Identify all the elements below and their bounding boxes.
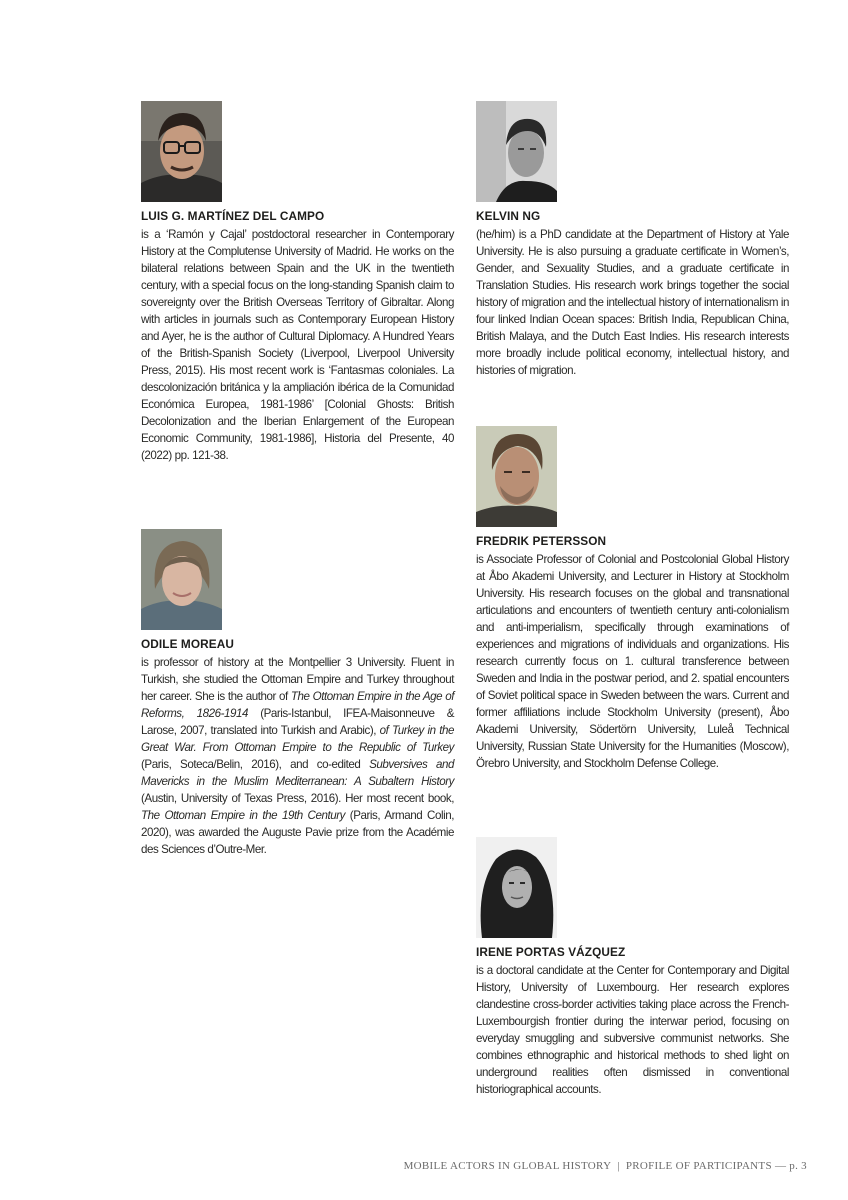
participant-name: FREDRIK PETERSSON [476, 534, 607, 548]
portrait-man-stubble-icon [476, 426, 557, 527]
bio-text: (he/him) is a PhD candidate at the Department of History at Yale University. He is also pursuing a graduate certificate in Women’s, Gender, and Sexuality Studies, and a graduate certificate in Translation Studies. His research work brings together the social history of migration and the intellectual history of internationalism in four linked Indian Ocean spaces: British India, Republican China, British Malaya, and the Dutch East Indies. His research interests more broadly include political economy, intellectual history, and histories of migration. [476, 228, 789, 377]
bio-italic-title: of Turkey in the Great War. From Ottoman Empire to the Republic of Turkey [141, 724, 454, 754]
participant-bio [476, 551, 789, 772]
bio-italic-title: The Ottoman Empire in the 19th Century [141, 809, 345, 822]
bio-text: (Paris, Armand Colin, 2020), was awarded the Auguste Pavie prize from the Académie des Sciences d’Outre-Mer. [141, 809, 454, 856]
portrait-man-glasses-icon [141, 101, 222, 202]
participant-name: IRENE PORTAS VÁZQUEZ [476, 945, 626, 959]
participant-name: KELVIN NG [476, 209, 541, 223]
participant-bio [476, 962, 789, 1098]
participant-entry [476, 837, 789, 1098]
portrait-woman-icon [141, 529, 222, 630]
portrait-man-bw-icon [476, 101, 557, 202]
bio-text: is a ‘Ramón y Cajal’ postdoctoral researcher in Contemporary History at the Complutense University of Madrid. He works on the bilateral relations between Spain and the UK in the twentieth century, with a special focus on the long-standing Spanish claim to sovereignty over the British Overseas Territory of Gibraltar. Along with articles in journals such as Contemporary European History and Ayer, he is the author of Cultural Diplomacy. A Hundred Years of the British-Spanish Society (Liverpool, Liverpool University Press, 2015). His most recent work is ‘Fantasmas coloniales. La descolonización británica y la ampliación ibérica de la Comunidad Económica Europea, 1981-1986’ [Colonial Ghosts: British Decolonization and the Iberian Enlargement of the European Economic Community, 1981-1986], Historia del Presente, 40 (2022) pp. 121-38. [141, 228, 454, 462]
participant-name: LUIS G. MARTÍNEZ DEL CAMPO [141, 209, 325, 223]
footer-page-number: — p. 3 [774, 1160, 807, 1172]
bio-italic-title: Subversives and Mavericks in the Muslim Mediterranean: A Subaltern History [141, 758, 454, 788]
participant-bio [141, 654, 454, 858]
participant-entry [141, 529, 454, 858]
participant-entry [476, 101, 789, 379]
bio-text: is Associate Professor of Colonial and Postcolonial Global History at Åbo Akademi University, and Lecturer in History at Stockholm University. His research focuses on the global and transnational articulations and encounters of twentieth century anti-colonialism and anti-imperialism, specifically through examinations of experiences and migrations of individuals and organizations. His research currently focus on 1. cultural transference between Sweden and India in the postwar period, and 2. spatial encounters of Soviet political space in Sweden between the wars. Current and former affiliations include Stockholm University (present), Åbo Akademi University, Södertörn University, Luleå Technical University, Russian State University for the Humanities (Moscow), Örebro University, and Stockholm Defense College. [476, 553, 789, 770]
bio-text: (Austin, University of Texas Press, 2016). Her most recent book, [141, 792, 454, 805]
bio-text: (Paris-Istanbul, IFEA-Maisonneuve & Larose, 2007, translated into Turkish and Arabic), [141, 707, 454, 737]
bio-italic-title: The Ottoman Empire in the Age of Reforms, 1826-1914 [141, 690, 454, 720]
footer-separator: | [617, 1160, 620, 1172]
participant-bio [476, 226, 789, 379]
portrait-woman-curly-bw-icon [476, 837, 557, 938]
footer-title: MOBILE ACTORS IN GLOBAL HISTORY [403, 1160, 612, 1172]
page-footer [404, 1160, 807, 1172]
bio-text: is professor of history at the Montpellier 3 University. Fluent in Turkish, she studied the Ottoman Empire and Turkey throughout her career. She is the author of [141, 656, 454, 703]
participant-bio [141, 226, 454, 464]
bio-text: (Paris, Soteca/Belin, 2016), and co-edited [141, 758, 370, 771]
participant-name: ODILE MOREAU [141, 637, 234, 651]
participant-entry [141, 101, 454, 464]
participant-entry [476, 426, 789, 772]
bio-text: is a doctoral candidate at the Center for Contemporary and Digital History, University of Luxembourg. Her research explores clandestine cross-border activities taking place across the French-Luxembourgish frontier during the interwar period, focusing on everyday smuggling and subversive communist networks. She combines ethnographic and historical methods to shed light on underground realities often dismissed in conventional historiographical accounts. [476, 964, 789, 1096]
footer-section: PROFILE OF PARTICIPANTS [625, 1160, 772, 1172]
